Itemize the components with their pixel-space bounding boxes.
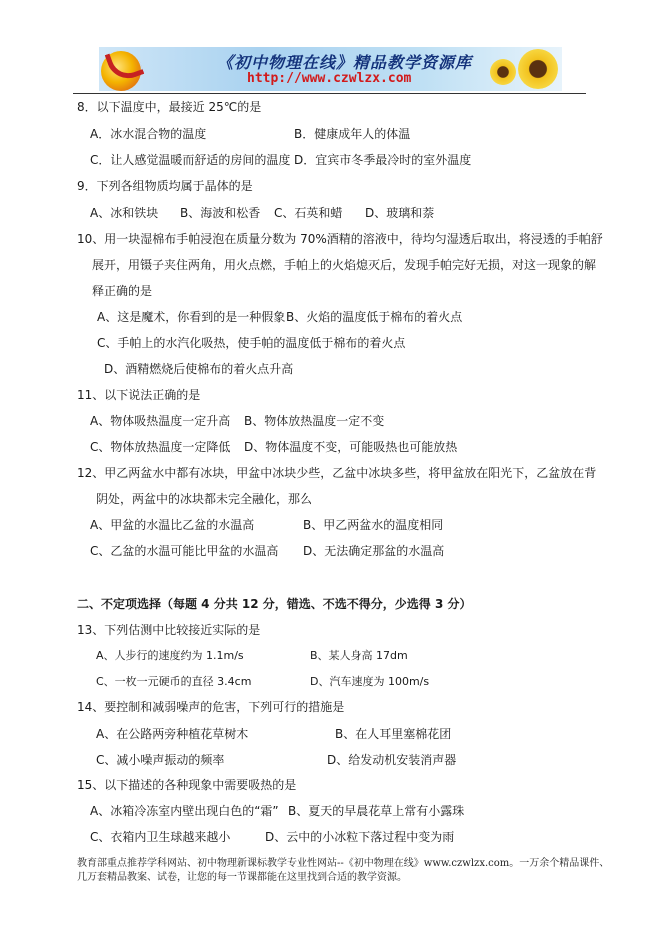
option-q10d: D、酒精燃烧后使棉布的着火点升高: [104, 362, 294, 376]
footer-line-2: 几万套精品教案、试卷，让您的每一节课都能在这里找到合适的教学资源。: [77, 872, 407, 883]
question-stem-q12-line2: 阴处，两盆中的冰块都未完全融化，那么: [96, 492, 313, 506]
option-q14d: D、给发动机安装消声器: [327, 753, 457, 767]
option-q15a: A、冰箱冷冻室内壁出现白色的“霜”: [90, 804, 279, 818]
option-q13c: C、一枚一元硬币的直径 3.4cm: [96, 675, 252, 688]
option-q11d: D、物体温度不变，可能吸热也可能放热: [244, 440, 458, 454]
footer-line-1: 教育部重点推荐学科网站、初中物理新课标教学专业性网站--《初中物理在线》www.czwlzx.com。一万余个精品课件、: [77, 858, 610, 869]
question-stem-q11: 11、以下说法正确的是: [77, 388, 201, 402]
option-q12b: B、甲乙两盆水的温度相同: [303, 518, 444, 532]
option-q13d: D、汽车速度为 100m/s: [310, 675, 430, 688]
option-q8c: C．让人感觉温暖而舒适的房间的温度: [90, 153, 291, 167]
option-q13b: B、某人身高 17dm: [310, 649, 408, 662]
option-q8b: B．健康成年人的体温: [294, 127, 411, 141]
option-q12c: C、乙盆的水温可能比甲盆的水温高: [90, 544, 279, 558]
question-stem-q8: 8．以下温度中，最接近 25℃的是: [77, 100, 262, 114]
option-q15d: D、云中的小冰粒下落过程中变为雨: [265, 830, 455, 844]
option-q9a: A、冰和铁块: [90, 206, 159, 220]
option-q10c: C、手帕上的水汽化吸热，使手帕的温度低于棉布的着火点: [97, 336, 406, 350]
question-stem-q10-line2: 展开，用镊子夹住两角，用火点燃，手帕上的火焰熄灭后，发现手帕完好无损，对这一现象的解: [92, 258, 597, 272]
option-q8d: D．宜宾市冬季最冷时的室外温度: [294, 153, 472, 167]
option-q9b: B、海波和松香: [180, 206, 261, 220]
section-heading-multiple-choice: 二、不定项选择（每题 4 分共 12 分，错选、不选不得分，少选得 3 分）: [77, 597, 472, 611]
option-q11b: B、物体放热温度一定不变: [244, 414, 385, 428]
question-stem-q12-line1: 12、甲乙两盆水中都有冰块，甲盆中冰块少些，乙盆中冰块多些，将甲盆放在阳光下，乙盆放在背: [77, 466, 597, 480]
question-stem-q14: 14、要控制和减弱噪声的危害，下列可行的措施是: [77, 700, 345, 714]
option-q11a: A、物体吸热温度一定升高: [90, 414, 231, 428]
option-q14b: B、在人耳里塞棉花团: [335, 727, 452, 741]
option-q13a: A、人步行的速度约为 1.1m/s: [96, 649, 244, 662]
question-stem-q13: 13、下列估测中比较接近实际的是: [77, 623, 261, 637]
question-stem-q10-line1: 10、用一块湿棉布手帕浸泡在质量分数为 70%酒精的溶液中，待均匀湿透后取出，将浸透的手帕舒: [77, 232, 603, 246]
option-q12d: D、无法确定那盆的水温高: [303, 544, 445, 558]
option-q9d: D、玻璃和萘: [365, 206, 435, 220]
option-q10b: B、火焰的温度低于棉布的着火点: [286, 310, 463, 324]
option-q15b: B、夏天的早晨花草上常有小露珠: [288, 804, 465, 818]
option-q15c: C、衣箱内卫生球越来越小: [90, 830, 231, 844]
option-q8a: A．冰水混合物的温度: [90, 127, 207, 141]
option-q14a: A、在公路两旁种植花草树木: [96, 727, 249, 741]
banner-title: 《初中物理在线》精品教学资源库: [217, 53, 473, 72]
question-stem-q9: 9．下列各组物质均属于晶体的是: [77, 179, 253, 193]
option-q14c: C、减小噪声振动的频率: [96, 753, 225, 767]
option-q11c: C、物体放热温度一定降低: [90, 440, 231, 454]
option-q10a: A、这是魔术，你看到的是一种假象: [97, 310, 286, 324]
question-stem-q15: 15、以下描述的各种现象中需要吸热的是: [77, 778, 297, 792]
question-stem-q10-line3: 释正确的是: [92, 284, 153, 298]
option-q12a: A、甲盆的水温比乙盆的水温高: [90, 518, 255, 532]
option-q9c: C、石英和蜡: [274, 206, 343, 220]
banner-url[interactable]: http://www.czwlzx.com: [247, 71, 412, 86]
